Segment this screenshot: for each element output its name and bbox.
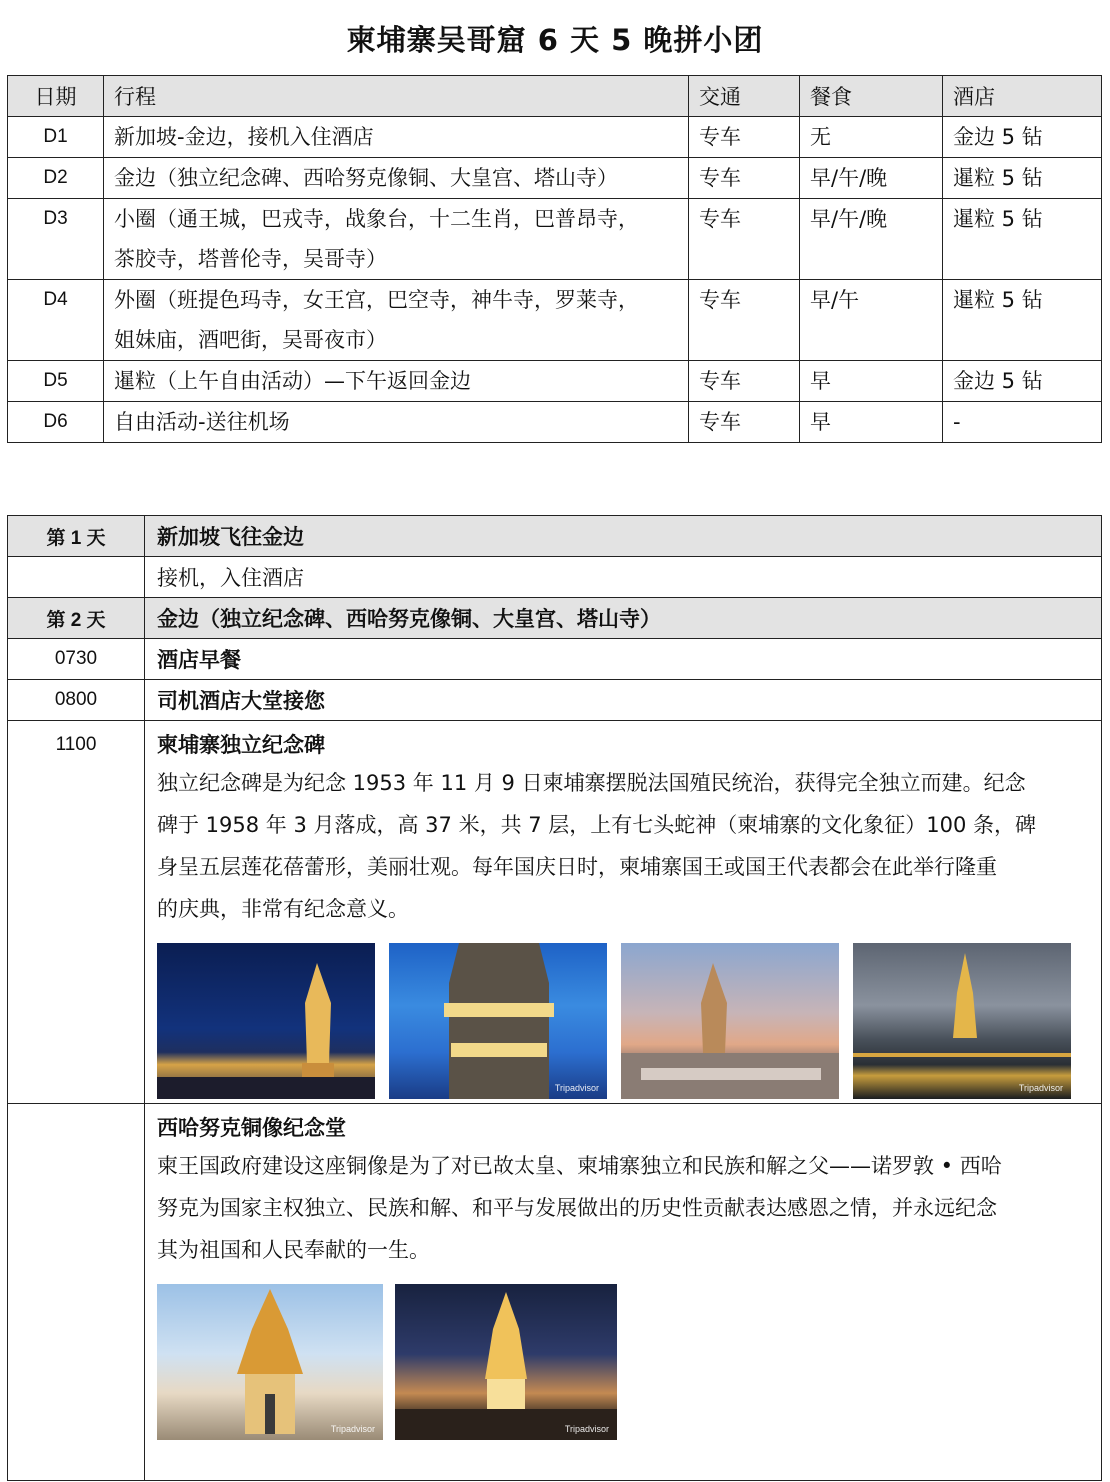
- table-row: [8, 158, 1102, 199]
- table-row: [8, 1104, 1102, 1481]
- meals-cell: 早/午/晚: [800, 199, 943, 280]
- section-title: 西哈努克铜像纪念堂: [157, 1116, 346, 1140]
- day-cell: D6: [8, 402, 104, 443]
- day-cell: D1: [8, 117, 104, 158]
- photo-gallery: [157, 1284, 1089, 1440]
- header-meals: 餐食: [800, 76, 943, 117]
- transport-cell: 专车: [689, 199, 800, 280]
- monument-photo: [389, 943, 607, 1099]
- day-title: 新加坡飞往金边: [145, 516, 1102, 557]
- monument-photo: [853, 943, 1071, 1099]
- table-row: [8, 280, 1102, 361]
- table-row: [8, 199, 1102, 280]
- photo-watermark: Tripadvisor: [1018, 1083, 1063, 1093]
- page-title: 柬埔寨吴哥窟 6 天 5 晚拼小团: [346, 23, 764, 57]
- photo-watermark: Tripadvisor: [330, 1424, 375, 1434]
- hotel-cell: 暹粒 5 钻: [943, 158, 1102, 199]
- description-line: 柬王国政府建设这座铜像是为了对已故太皇、柬埔寨独立和民族和解之父——诺罗敦 • 西哈: [157, 1154, 1002, 1178]
- table-row: [8, 680, 1102, 721]
- activity-cell: 司机酒店大堂接您: [145, 680, 1102, 721]
- hotel-cell: 暹粒 5 钻: [943, 199, 1102, 280]
- transport-cell: 专车: [689, 361, 800, 402]
- table-row: [8, 639, 1102, 680]
- activity-cell: [145, 1104, 1102, 1481]
- table-row: [8, 402, 1102, 443]
- photo-gallery: [157, 943, 1089, 1099]
- activity-cell: 酒店早餐: [145, 639, 1102, 680]
- route-cell: [104, 280, 689, 361]
- statue-photo: [157, 1284, 383, 1440]
- meals-cell: 早/午: [800, 280, 943, 361]
- day-label: 第 2 天: [8, 598, 145, 639]
- route-cell: 自由活动-送往机场: [104, 402, 689, 443]
- day-cell: D2: [8, 158, 104, 199]
- monument-illustration: [389, 943, 607, 1099]
- route-line: 茶胶寺，塔普伦寺，吴哥寺）: [114, 247, 387, 271]
- header-hotel: 酒店: [943, 76, 1102, 117]
- day-cell: D5: [8, 361, 104, 402]
- activity-cell: [145, 721, 1102, 1104]
- monument-illustration: [853, 943, 1071, 1099]
- route-cell: [104, 199, 689, 280]
- note-cell: 接机，入住酒店: [145, 557, 1102, 598]
- meals-cell: 早: [800, 402, 943, 443]
- header-date: 日期: [8, 76, 104, 117]
- description-line: 的庆典，非常有纪念意义。: [157, 897, 409, 921]
- table-row: [8, 721, 1102, 1104]
- statue-illustration: [395, 1284, 617, 1440]
- description-line: 碑于 1958 年 3 月落成，高 37 米，共 7 层，上有七头蛇神（柬埔寨的文化象征）100 条，碑: [157, 813, 1037, 837]
- table-row: [8, 117, 1102, 158]
- route-cell: 金边（独立纪念碑、西哈努克像铜、大皇宫、塔山寺）: [104, 158, 689, 199]
- hotel-cell: 金边 5 钻: [943, 361, 1102, 402]
- description-line: 努克为国家主权独立、民族和解、和平与发展做出的历史性贡献表达感恩之情，并永远纪念: [157, 1196, 997, 1220]
- monument-photo: [621, 943, 839, 1099]
- transport-cell: 专车: [689, 158, 800, 199]
- day-cell: D3: [8, 199, 104, 280]
- hotel-cell: -: [943, 402, 1102, 443]
- itinerary-detail-table: [7, 515, 1102, 1481]
- time-cell: 1100: [8, 721, 145, 1104]
- header-route: 行程: [104, 76, 689, 117]
- monument-photo: [157, 943, 375, 1099]
- day-title: 金边（独立纪念碑、西哈努克像铜、大皇宫、塔山寺）: [145, 598, 1102, 639]
- route-cell: 新加坡-金边，接机入住酒店: [104, 117, 689, 158]
- hotel-cell: 暹粒 5 钻: [943, 280, 1102, 361]
- description-line: 其为祖国和人民奉献的一生。: [157, 1238, 430, 1262]
- meals-cell: 无: [800, 117, 943, 158]
- route-line: 姐妹庙，酒吧街，吴哥夜市）: [114, 328, 387, 352]
- itinerary-summary-table: [7, 75, 1102, 443]
- table-row: [8, 361, 1102, 402]
- hotel-cell: 金边 5 钻: [943, 117, 1102, 158]
- table-row: [8, 557, 1102, 598]
- monument-illustration: [621, 943, 839, 1099]
- description-line: 身呈五层莲花蓓蕾形，美丽壮观。每年国庆日时，柬埔寨国王或国王代表都会在此举行隆重: [157, 855, 997, 879]
- day-cell: D4: [8, 280, 104, 361]
- meals-cell: 早/午/晚: [800, 158, 943, 199]
- statue-illustration: [157, 1284, 383, 1440]
- time-cell: [8, 1104, 145, 1481]
- transport-cell: 专车: [689, 280, 800, 361]
- day-header-row: [8, 516, 1102, 557]
- time-cell: [8, 557, 145, 598]
- transport-cell: 专车: [689, 117, 800, 158]
- monument-illustration: [157, 943, 375, 1099]
- section-title: 柬埔寨独立纪念碑: [157, 733, 325, 757]
- photo-watermark: Tripadvisor: [564, 1424, 609, 1434]
- time-cell: 0730: [8, 639, 145, 680]
- route-line: 小圈（通王城，巴戎寺，战象台，十二生肖，巴普昂寺，: [114, 207, 639, 231]
- summary-header-row: [8, 76, 1102, 117]
- day-header-row: [8, 598, 1102, 639]
- description-line: 独立纪念碑是为纪念 1953 年 11 月 9 日柬埔寨摆脱法国殖民统治，获得完全独立而建。纪念: [157, 771, 1026, 795]
- statue-photo: [395, 1284, 617, 1440]
- meals-cell: 早: [800, 361, 943, 402]
- day-label: 第 1 天: [8, 516, 145, 557]
- route-cell: 暹粒（上午自由活动）—下午返回金边: [104, 361, 689, 402]
- header-transport: 交通: [689, 76, 800, 117]
- route-line: 外圈（班提色玛寺，女王宫，巴空寺，神牛寺，罗莱寺，: [114, 288, 639, 312]
- transport-cell: 专车: [689, 402, 800, 443]
- time-cell: 0800: [8, 680, 145, 721]
- photo-watermark: Tripadvisor: [554, 1083, 599, 1093]
